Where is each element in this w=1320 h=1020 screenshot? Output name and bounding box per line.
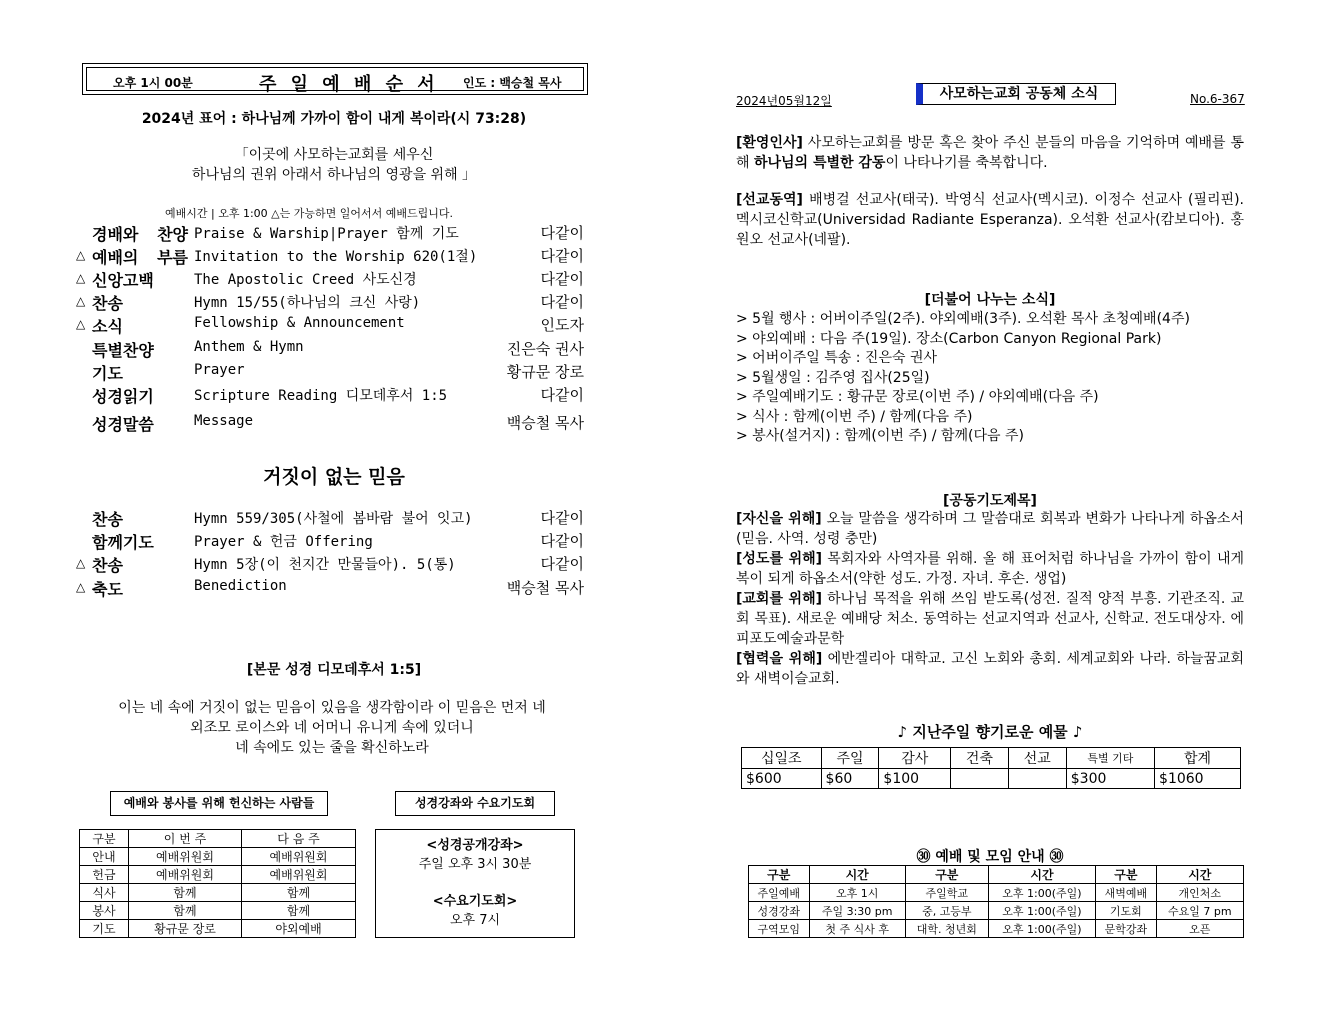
- worship-item-desc: Hymn 559/305(사철에 봄바람 불어 잇고): [194, 511, 473, 527]
- prayer-list: [736, 509, 1244, 689]
- scripture-text: [72, 698, 592, 758]
- worship-mark: △: [76, 556, 86, 570]
- table-cell: 황규문 장로: [129, 920, 242, 938]
- table-cell: 식사: [80, 884, 129, 902]
- worship-item: [76, 553, 586, 575]
- table-cell: 첫 주 식사 후: [809, 920, 905, 938]
- worship-item-leader: 다같이: [540, 509, 584, 527]
- column-header: 구분: [80, 830, 129, 848]
- table-cell: 예배위원회: [129, 848, 242, 866]
- worship-mark: △: [76, 271, 86, 285]
- issue-number: No.6-367: [1190, 92, 1245, 106]
- table-cell: 함께: [242, 902, 356, 920]
- table-cell: 대학. 청년회: [905, 920, 988, 938]
- worship-mark: △: [76, 580, 86, 594]
- column-header: 감사: [879, 748, 951, 769]
- prayer-label: [자신을 위해]: [736, 511, 822, 527]
- worship-item-desc: Invitation to the Worship 620(1절): [194, 249, 478, 265]
- table-row: [80, 866, 356, 884]
- worship-item-leader: 백승철 목사: [506, 579, 584, 597]
- worship-mark: △: [76, 248, 86, 262]
- table-cell: 예배위원회: [242, 866, 356, 884]
- table-row: [80, 902, 356, 920]
- lecture-title: <성경공개강좌>: [426, 838, 524, 853]
- welcome-paragraph: [736, 133, 1244, 173]
- column-header: 이 번 주: [129, 830, 242, 848]
- worship-item-leader: 인도자: [540, 316, 584, 334]
- table-cell: 오후 1시: [809, 884, 905, 902]
- table-cell: [1008, 769, 1066, 789]
- calendar-icon: ㉚: [916, 849, 931, 865]
- table-cell: $300: [1066, 769, 1154, 789]
- table-row: [80, 884, 356, 902]
- prayer-label: [성도를 위해]: [736, 551, 823, 567]
- worship-item-leader: 다같이: [540, 224, 584, 242]
- table-header-row: [742, 748, 1241, 769]
- worship-item-leader: 진은숙 권사: [506, 340, 584, 358]
- worship-item: [76, 384, 586, 406]
- shared-news-list: [736, 310, 1190, 447]
- column-header: 선교: [1008, 748, 1066, 769]
- bulletin-date: 2024년05월12일: [736, 94, 832, 108]
- table-header-row: [749, 866, 1244, 884]
- prayer-heading: [공동기도제목]: [943, 493, 1037, 509]
- column-header: 시간: [988, 866, 1095, 884]
- worship-item-name: 신앙고백: [92, 271, 154, 290]
- worship-item-leader: 다같이: [540, 270, 584, 288]
- table-cell: 주일 3:30 pm: [809, 902, 905, 920]
- worship-item: [76, 338, 586, 360]
- welcome-text: 사모하는교회를 방문 혹은 찾아 주신 분들의 마음을 기억하며 예배를 통해: [736, 135, 1244, 171]
- list-item: > 어버이주일 특송 : 진은숙 권사: [736, 350, 937, 366]
- table-cell: 기도회: [1096, 902, 1157, 920]
- order-header: [82, 63, 588, 95]
- prayer-label: [교회를 위해]: [736, 591, 822, 607]
- prayer-meeting-title: <수요기도회>: [432, 894, 518, 909]
- column-header: 시간: [1156, 866, 1243, 884]
- table-cell: 수요일 7 pm: [1156, 902, 1243, 920]
- worship-item: [76, 577, 586, 599]
- table-cell: 오후 1:00(주일): [988, 884, 1095, 902]
- worship-item-leader: 백승철 목사: [506, 414, 584, 432]
- worship-item-desc: Anthem & Hymn: [194, 339, 304, 355]
- servers-table: [79, 829, 356, 938]
- list-item: > 5월 행사 : 어버이주일(2주). 야외예배(3주). 오석환 목사 초청예배(4주): [736, 311, 1190, 327]
- worship-item-name: 소식: [92, 317, 123, 336]
- worship-item-leader: 다같이: [540, 293, 584, 311]
- welcome-label: [환영인사]: [736, 135, 803, 151]
- worship-item-leader: 다같이: [540, 386, 584, 404]
- prayer-text: 하나님 목적을 위해 쓰임 받도록(성전. 질적 양적 부흥. 기관조직. 교회 목표). 새로운 예배당 처소. 동역하는 선교지역과 선교사, 신학교. 전도대상자. 에피포도예술과문학: [736, 591, 1244, 647]
- table-row: [742, 769, 1241, 789]
- worship-item-name: 찬송: [92, 556, 123, 575]
- column-header: 주일: [821, 748, 879, 769]
- column-header: 시간: [809, 866, 905, 884]
- column-header: 구분: [905, 866, 988, 884]
- worship-item-name: 찬송: [92, 510, 123, 529]
- table-header-row: [80, 830, 356, 848]
- worship-item-desc: Fellowship & Announcement: [194, 315, 405, 331]
- worship-item-desc: Scripture Reading 디모데후서 1:5: [194, 388, 448, 404]
- worship-item-leader: 다같이: [540, 532, 584, 550]
- calendar-icon: ㉚: [1049, 849, 1064, 865]
- guide-heading: [736, 846, 1244, 866]
- table-cell: $60: [821, 769, 879, 789]
- column-header: 합계: [1155, 748, 1241, 769]
- table-row: [749, 902, 1244, 920]
- worship-mark: △: [76, 294, 86, 308]
- table-cell: 새벽예배: [1096, 884, 1157, 902]
- worship-item-desc: Hymn 15/55(하나님의 크신 사랑): [194, 295, 421, 311]
- worship-item-desc: The Apostolic Creed 사도신경: [194, 272, 417, 288]
- column-header: 구분: [749, 866, 810, 884]
- study-label: 성경강좌와 수요기도회: [395, 791, 555, 816]
- list-item: > 야외예배 : 다음 주(19일). 장소(Carbon Canyon Regional Park): [736, 330, 1162, 347]
- list-item: > 봉사(설거지) : 함께(이번 주) / 함께(다음 주): [736, 428, 1024, 444]
- worship-item: [76, 530, 586, 552]
- column-header: 다 음 주: [242, 830, 356, 848]
- table-cell: 주일학교: [905, 884, 988, 902]
- order-header-inner: [86, 67, 584, 95]
- intro-line-2: 하나님의 권위 아래서 하나님의 영광을 위해 」: [191, 167, 477, 183]
- guide-table: [748, 865, 1244, 938]
- worship-item-leader: 다같이: [540, 555, 584, 573]
- prayer-item: [736, 649, 1244, 689]
- servers-label: 예배와 봉사를 위해 헌신하는 사람들: [110, 791, 328, 816]
- table-cell: 기도: [80, 920, 129, 938]
- worship-item-leader: 다같이: [540, 247, 584, 265]
- mission-text: 배병걸 선교사(태국). 박영식 선교사(멕시코). 이정수 선교사 (필리핀). 멕시코신학교(Universidad Radiante Esperanza). 오석환 선교사(캄보디아). 홍원오 선교사(네팔).: [736, 192, 1244, 248]
- list-item: > 주일예배기도 : 황규문 장로(이번 주) / 야외예배(다음 주): [736, 389, 1099, 405]
- mission-label: [선교동역]: [736, 192, 803, 208]
- column-header: 십일조: [742, 748, 822, 769]
- table-row: [80, 848, 356, 866]
- worship-item-name: 특별찬양: [92, 341, 154, 360]
- worship-item-name: 성경읽기: [92, 387, 154, 406]
- scripture-line: 네 속에도 있는 줄을 확신하노라: [235, 740, 429, 756]
- worship-item-name: 기도: [92, 364, 123, 383]
- worship-item-desc: Message: [194, 413, 254, 429]
- shared-news-heading: [더불어 나누는 소식]: [924, 292, 1056, 308]
- table-cell: 예배위원회: [129, 866, 242, 884]
- table-cell: 문학강좌: [1096, 920, 1157, 938]
- worship-item: [76, 291, 586, 313]
- year-motto: 2024년 표어 : 하나님께 가까이 함이 내게 복이라(시 73:28): [141, 111, 527, 127]
- mission-paragraph: [736, 190, 1244, 250]
- table-cell: 함께: [129, 884, 242, 902]
- worship-item-desc: Prayer & 헌금 Offering: [194, 534, 373, 550]
- worship-item-name: 예배의 부름: [92, 248, 188, 267]
- worship-mark: △: [76, 317, 86, 331]
- table-cell: 구역모임: [749, 920, 810, 938]
- table-cell: 함께: [242, 884, 356, 902]
- worship-item-desc: Praise & Warship|Prayer 함께 기도: [194, 226, 459, 242]
- worship-item: [76, 268, 586, 290]
- worship-item-name: 찬송: [92, 294, 123, 313]
- worship-item: [76, 361, 586, 383]
- prayer-text: 오늘 말씀을 생각하며 그 말씀대로 회복과 변화가 나타나게 하옵소서(믿음. 사역. 성령 충만): [736, 511, 1244, 547]
- column-header: 특별 기타: [1066, 748, 1154, 769]
- study-box: [375, 829, 575, 938]
- table-cell: $1060: [1155, 769, 1241, 789]
- table-cell: 개인처소: [1156, 884, 1243, 902]
- worship-item-name: 함께기도: [92, 533, 154, 552]
- news-title: 사모하는교회 공동체 소식: [916, 83, 1116, 105]
- table-cell: 안내: [80, 848, 129, 866]
- worship-item-name: 경배와 찬양: [92, 225, 188, 244]
- table-cell: $600: [742, 769, 822, 789]
- prayer-item: [736, 589, 1244, 649]
- worship-item-desc: Benediction: [194, 578, 287, 594]
- column-header: 구분: [1096, 866, 1157, 884]
- offering-table: [741, 747, 1241, 789]
- scripture-line: 이는 네 속에 거짓이 없는 믿음이 있음을 생각함이라 이 믿음은 먼저 네: [118, 700, 546, 716]
- list-item: > 5월생일 : 김주영 집사(25일): [736, 369, 930, 386]
- table-cell: 오후 1:00(주일): [988, 920, 1095, 938]
- offering-heading: ♪ 지난주일 향기로운 예물 ♪: [897, 723, 1083, 741]
- table-cell: 성경강좌: [749, 902, 810, 920]
- worship-item-desc: Hymn 5장(이 천지간 만물들아). 5(통): [194, 557, 456, 573]
- list-item: > 식사 : 함께(이번 주) / 함께(다음 주): [736, 408, 973, 425]
- worship-item-name: 축도: [92, 580, 123, 599]
- table-cell: [951, 769, 1009, 789]
- prayer-item: [736, 509, 1244, 549]
- scripture-line: 외조모 로이스와 네 어머니 유니게 속에 있더니: [190, 720, 474, 736]
- page-title: 주 일 예 배 순 서: [259, 74, 439, 95]
- prayer-text: 목회자와 사역자를 위해. 올 해 표어처럼 하나님을 가까이 함이 내게 복이 되게 하옵소서(약한 성도. 가정. 자녀. 후손. 생업): [736, 551, 1244, 587]
- table-cell: 야외예배: [242, 920, 356, 938]
- column-header: 건축: [951, 748, 1009, 769]
- table-cell: 주일예배: [749, 884, 810, 902]
- service-leader: 인도 : 백승철 목사: [463, 76, 562, 90]
- prayer-item: [736, 549, 1244, 589]
- worship-item: [76, 507, 586, 529]
- scripture-heading: [본문 성경 디모데후서 1:5]: [246, 662, 422, 678]
- table-cell: 예배위원회: [242, 848, 356, 866]
- worship-item: [76, 314, 586, 336]
- table-cell: 함께: [129, 902, 242, 920]
- table-row: [749, 920, 1244, 938]
- table-cell: 봉사: [80, 902, 129, 920]
- table-cell: 오후 1:00(주일): [988, 902, 1095, 920]
- sermon-title: 거짓이 없는 믿음: [263, 466, 405, 488]
- prayer-label: [협력을 위해]: [736, 651, 823, 667]
- guide-heading-text: 예배 및 모임 안내: [935, 849, 1045, 865]
- worship-item: [76, 222, 586, 244]
- worship-item: [76, 245, 586, 267]
- table-cell: 중, 고등부: [905, 902, 988, 920]
- worship-item-desc: Prayer: [194, 362, 245, 378]
- welcome-bold: 하나님의 특별한 감동: [753, 155, 886, 171]
- prayer-meeting-time: 오후 7시: [449, 913, 501, 928]
- prayer-text: 에반겔리아 대학교. 고신 노회와 총회. 세계교회와 나라. 하늘꿈교회와 새벽이슬교회.: [736, 651, 1244, 687]
- table-cell: 헌금: [80, 866, 129, 884]
- service-time: 오후 1시 00분: [113, 76, 193, 90]
- worship-item-name: 성경말씀: [92, 415, 154, 434]
- lecture-time: 주일 오후 3시 30분: [418, 857, 532, 872]
- table-row: [80, 920, 356, 938]
- worship-item-leader: 황규문 장로: [506, 363, 584, 381]
- welcome-end: 이 나타나기를 축복합니다.: [885, 155, 1048, 171]
- table-cell: 오픈: [1156, 920, 1243, 938]
- table-row: [749, 884, 1244, 902]
- table-cell: $100: [879, 769, 951, 789]
- worship-note: 예배시간 | 오후 1:00 △는 가능하면 일어서서 예배드립니다.: [165, 207, 453, 220]
- intro-line-1: 「이곳에 사모하는교회를 세우신: [234, 147, 434, 163]
- worship-item: [76, 412, 586, 434]
